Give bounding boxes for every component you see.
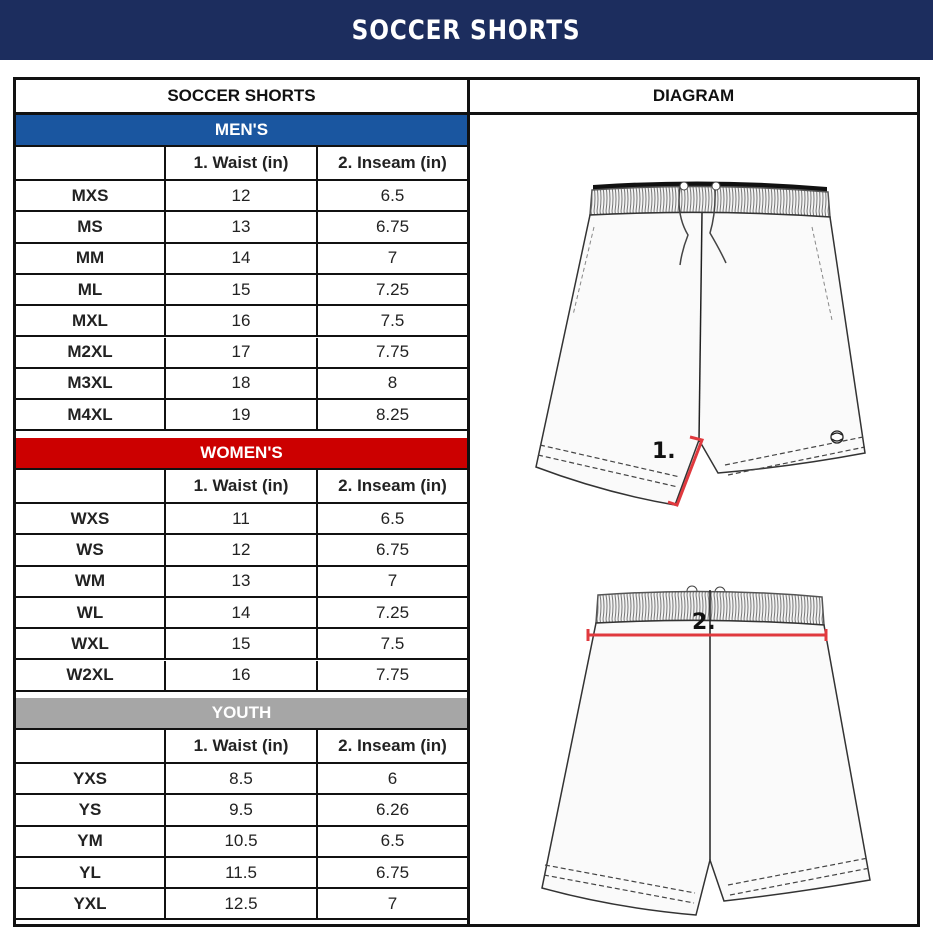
table-row [16,275,467,306]
waist-value: 15 [166,275,318,304]
diagram-heading: DIAGRAM [470,80,917,115]
column-header: 1. Waist (in) [166,147,318,179]
diagram-panel [467,80,917,924]
inseam-value: 7.75 [375,342,410,362]
inseam-value: 6.75 [375,216,410,236]
size-label: YL [16,858,166,887]
table-row [16,629,467,660]
column-header [16,147,166,179]
table-row [16,764,467,795]
shorts-diagram [470,115,917,924]
waist-value: 16 [166,306,318,335]
column-header-row [16,730,467,764]
size-label: ML [16,275,166,304]
table-row [16,400,467,431]
waist-value: 13 [166,212,318,241]
table-row [16,212,467,243]
inseam-value: 6.75 [375,862,410,882]
inseam-value: 7.5 [380,310,405,330]
size-label: WL [16,598,166,627]
table-row [16,535,467,566]
table-row [16,795,467,826]
waist-value: 13 [166,567,318,596]
page-title: SOCCER SHORTS [352,14,581,46]
column-header: 1. Waist (in) [166,730,318,762]
inseam-value: 7.25 [375,279,410,299]
waist-value: 14 [166,598,318,627]
inseam-value: 7.25 [375,602,410,622]
waist-value: 12 [166,181,318,210]
size-label: MXL [16,306,166,335]
size-label: MM [16,244,166,273]
size-label: W2XL [16,661,166,690]
size-chart [13,77,920,927]
column-header-row [16,147,467,181]
column-header: 2. Inseam (in) [338,476,447,495]
table-row [16,244,467,275]
waist-value: 19 [166,400,318,429]
waist-value: 16 [166,661,318,690]
inseam-value: 6.5 [380,185,405,205]
inseam-value: 8 [387,373,398,393]
column-header-row [16,470,467,504]
waist-value: 11 [166,504,318,533]
page-banner [0,0,933,60]
column-header: 2. Inseam (in) [338,153,447,172]
inseam-value: 6.26 [375,799,410,819]
size-label: MS [16,212,166,241]
table-row [16,181,467,212]
table-heading: SOCCER SHORTS [16,80,467,115]
section-header: MEN'S [16,115,467,147]
size-table [16,80,467,924]
table-row [16,889,467,920]
inseam-value: 6.5 [380,508,405,528]
inseam-label: 1. [652,439,676,464]
shorts-back-view [542,586,870,915]
table-row [16,661,467,692]
table-row [16,504,467,535]
size-label: M2XL [16,338,166,367]
waist-value: 12 [166,535,318,564]
soccer-ball-logo-icon [831,431,843,443]
inseam-value: 7.5 [380,633,405,653]
waist-value: 15 [166,629,318,658]
waist-value: 18 [166,369,318,398]
inseam-value: 8.25 [375,404,410,424]
size-label: M4XL [16,400,166,429]
waist-value: 14 [166,244,318,273]
table-row [16,338,467,369]
size-label: YXS [16,764,166,793]
waist-value: 12.5 [166,889,318,918]
shorts-front-view [536,181,865,505]
size-label: YS [16,795,166,824]
table-row [16,567,467,598]
waist-value: 10.5 [166,827,318,856]
table-row [16,306,467,337]
section-header: YOUTH [16,698,467,730]
table-row [16,858,467,889]
table-row [16,827,467,858]
size-label: YM [16,827,166,856]
inseam-value: 7 [387,571,398,591]
inseam-value: 6.5 [380,831,405,851]
column-header: 1. Waist (in) [166,470,318,502]
size-label: MXS [16,181,166,210]
table-row [16,369,467,400]
size-label: WXS [16,504,166,533]
inseam-value: 7 [387,893,398,913]
waist-label: 2. [692,610,716,635]
waist-value: 17 [166,338,318,367]
size-label: M3XL [16,369,166,398]
waist-value: 9.5 [166,795,318,824]
waist-value: 8.5 [166,764,318,793]
size-label: WS [16,535,166,564]
size-label: WM [16,567,166,596]
size-label: YXL [16,889,166,918]
size-label: WXL [16,629,166,658]
section-header: WOMEN'S [16,438,467,470]
waist-value: 11.5 [166,858,318,887]
column-header [16,470,166,502]
inseam-value: 6 [387,768,398,788]
inseam-value: 7.75 [375,665,410,685]
inseam-value: 7 [387,248,398,268]
column-header [16,730,166,762]
table-row [16,598,467,629]
inseam-value: 6.75 [375,539,410,559]
column-header: 2. Inseam (in) [338,736,447,755]
